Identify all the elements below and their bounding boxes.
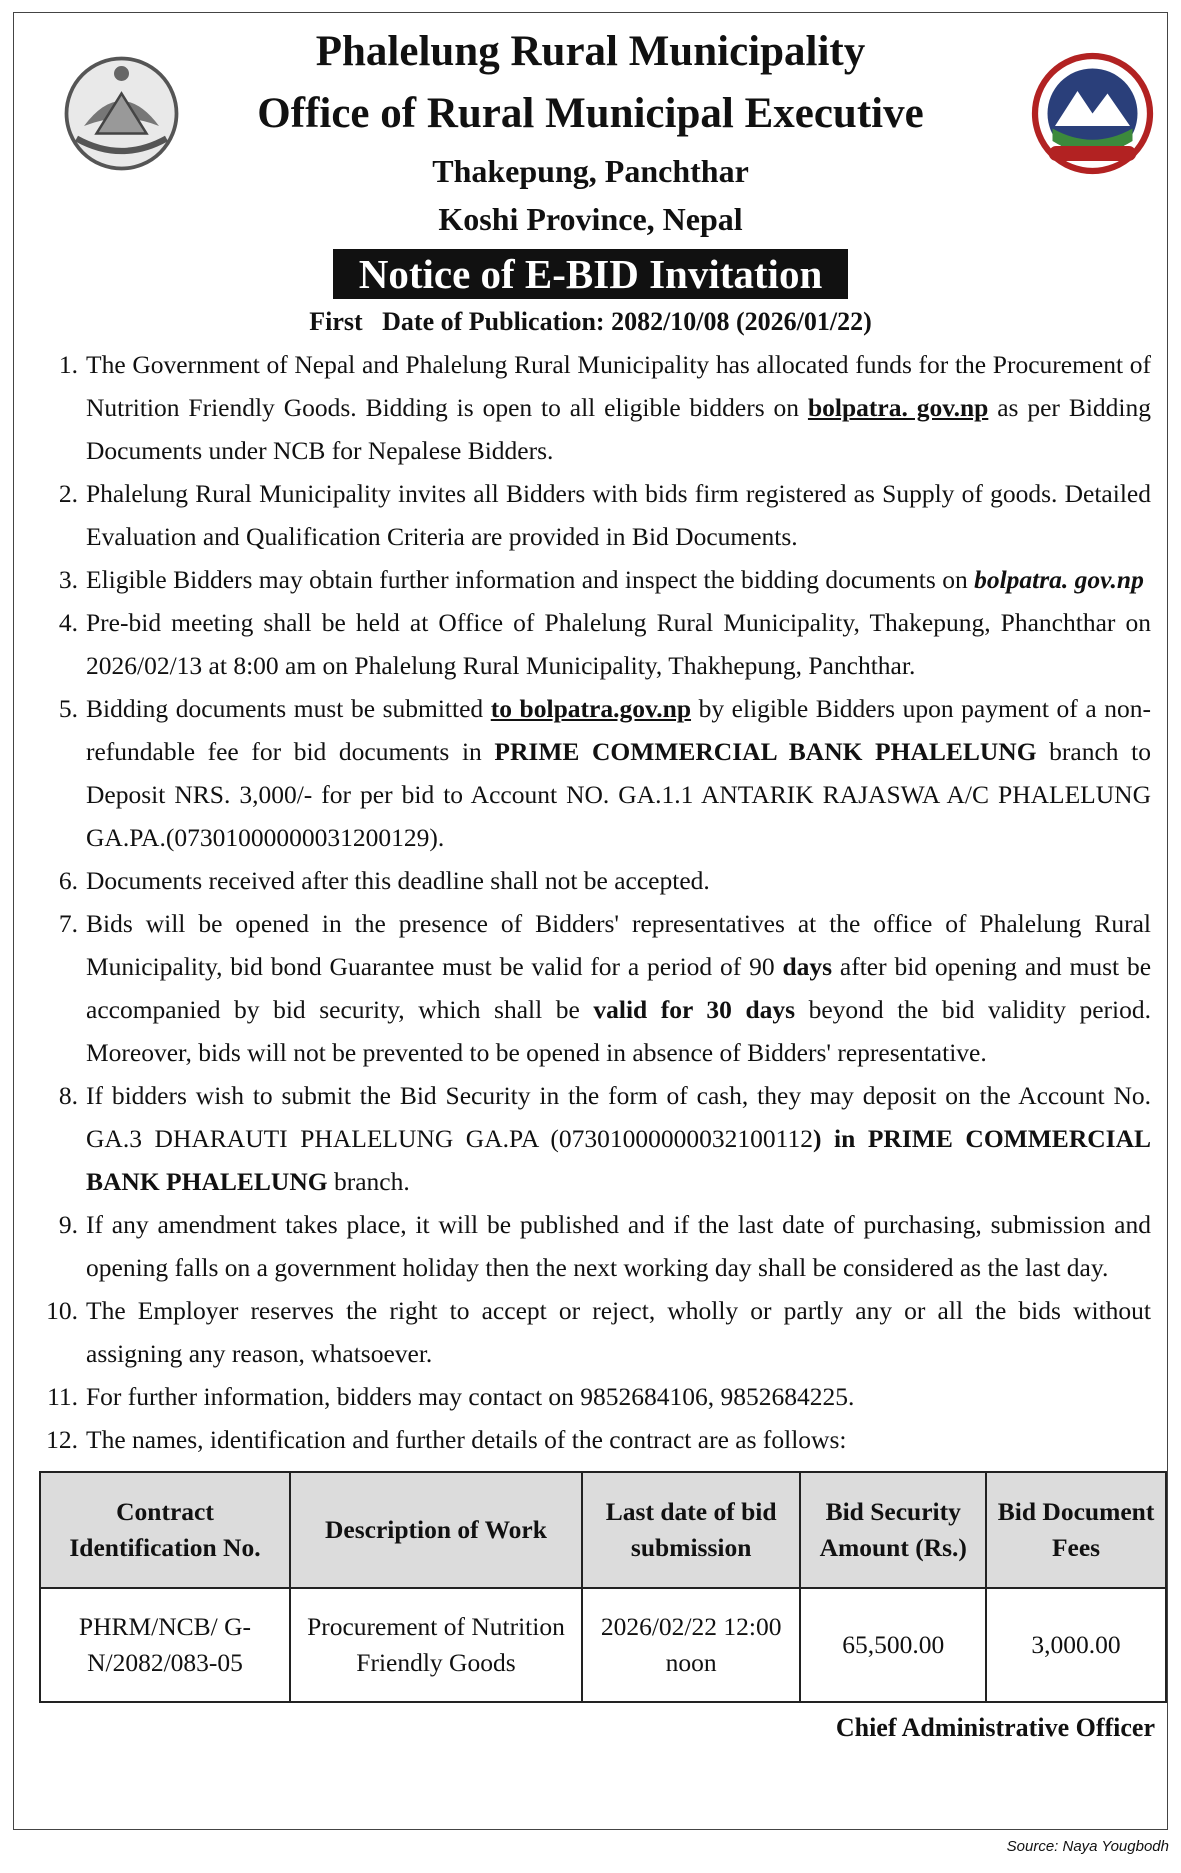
address-line-1: Thakepung, Panchthar [432,153,749,189]
item-text-segment: The Government of Nepal and Phalelung Rural Municipality has allocated funds for the Procurement of Nutrition Friendly Goods. Bidding is open to all eligible bidders on [86,350,1151,422]
municipality-name: Phalelung Rural Municipality [315,28,866,75]
list-item [34,1418,1151,1461]
table-header-cell: Bid Security Amount (Rs.) [800,1472,986,1588]
item-number: 3. [58,565,78,594]
item-text-segment: The Employer reserves the right to accept or reject, wholly or partly any or all the bids without assigning any reason, whatsoever. [86,1296,1151,1368]
item-text-segment: beyond the bid validity period. Moreover, bids will not be prevented to be opened in absence of Bidders' representative. [86,995,1151,1067]
item-text-segment: For further information, bidders may contact on 9852684106, 9852684225. [86,1382,855,1411]
item-text [86,859,1151,902]
list-item [34,1203,1151,1289]
notice-items [34,343,1151,1461]
item-number: 1. [58,350,78,379]
source-credit: Source: Naya Yougbodh [1006,1838,1169,1855]
item-number: 12. [46,1425,78,1454]
item-number: 6. [58,866,78,895]
item-text [86,1074,1151,1203]
list-item [34,558,1151,601]
item-number: 8. [58,1081,78,1110]
item-text [86,472,1151,558]
item-text-segment: PRIME COMMERCIAL BANK PHALELUNG [494,737,1037,766]
table-header-cell: Bid Document Fees [986,1472,1166,1588]
list-item [34,472,1151,558]
item-text [86,1289,1151,1375]
item-text-segment: valid for 30 days [593,995,796,1024]
notice-title: Notice of E-BID Invitation [333,249,849,299]
item-text-segment: to bolpatra.gov.np [490,694,692,723]
item-text-segment: by eligible Bidders upon payment of a non-refundable fee for bid documents in [86,694,1151,766]
list-item [34,687,1151,859]
item-number: 11. [47,1382,78,1411]
table-cell: 2026/02/22 12:00 noon [582,1588,800,1702]
item-number: 7. [58,909,78,938]
table-cell: 3,000.00 [986,1588,1166,1702]
item-number: 2. [58,479,78,508]
table-cell: Procurement of Nutrition Friendly Goods [290,1588,582,1702]
item-text-segment: bolpatra. gov.np [807,393,989,422]
list-item [34,1375,1151,1418]
municipality-logo-icon [1030,51,1155,176]
item-text-segment: after bid opening and must be accompanied by bid security, which shall be [86,952,1152,1024]
contract-table [39,1471,1167,1703]
item-number: 9. [58,1210,78,1239]
publication-date: First Date of Publication: 2082/10/08 (2026/01/22) [309,307,872,336]
item-text [86,343,1151,472]
list-item [34,343,1151,472]
item-text-segment: branch. [327,1167,410,1196]
table-header-cell: Last date of bid submission [582,1472,800,1588]
item-text [86,601,1151,687]
item-text-segment: If any amendment takes place, it will be published and if the last date of purchasing, submission and opening falls on a government holiday then the next working day shall be considered as the last day. [86,1210,1151,1282]
item-text-segment: The names, identification and further details of the contract are as follows: [86,1425,847,1454]
item-text-segment: days [782,952,833,981]
nepal-emblem-icon [59,51,184,176]
table-header-cell: Description of Work [290,1472,582,1588]
item-text-segment: Documents received after this deadline shall not be accepted. [86,866,710,895]
item-text-segment: ) in PRIME COMMERCIAL BANK PHALELUNG [86,1124,1151,1196]
table-header-cell: Contract Identification No. [40,1472,290,1588]
office-name: Office of Rural Municipal Executive [257,90,924,137]
item-text [86,558,1151,601]
item-text [86,687,1151,859]
item-number: 4. [58,608,78,637]
item-text [86,1375,1151,1418]
item-text-segment: If bidders wish to submit the Bid Security in the form of cash, they may deposit on the Account No. GA.3 DHARAUTI PHALELUNG GA.PA (07301000000032100112 [86,1081,1151,1153]
notice-header [14,23,1167,339]
table-row [40,1588,1166,1702]
address-line-2: Koshi Province, Nepal [438,201,743,237]
list-item [34,1074,1151,1203]
item-number: 5. [58,694,78,723]
list-item [34,1289,1151,1375]
item-text [86,1203,1151,1289]
list-item [34,601,1151,687]
item-text-segment: Phalelung Rural Municipality invites all Bidders with bids firm registered as Supply of goods. Detailed Evaluation and Qualification Criteria are provided in Bid Documents. [86,479,1151,551]
item-text-segment: branch to Deposit NRS. 3,000/- for per bid to Account NO. GA.1.1 ANTARIK RAJASWA A/C PHALELUNG GA.PA.(07301000000031200129). [86,737,1151,852]
item-text-segment: Bidding documents must be submitted [86,694,491,723]
table-cell: 65,500.00 [800,1588,986,1702]
signature: Chief Administrative Officer [835,1713,1155,1742]
item-text [86,1418,1151,1461]
list-item [34,859,1151,902]
item-text-segment: Eligible Bidders may obtain further information and inspect the bidding documents on [86,565,975,594]
list-item [34,902,1151,1074]
item-text-segment: as per Bidding Documents under NCB for Nepalese Bidders. [86,393,1152,465]
item-text-segment: bolpatra. gov.np [974,565,1144,594]
table-cell: PHRM/NCB/ G-N/2082/083-05 [40,1588,290,1702]
item-number: 10. [46,1296,78,1325]
item-text-segment: Pre-bid meeting shall be held at Office of Phalelung Rural Municipality, Thakepung, Phanchthar on 2026/02/13 at 8:00 am on Phalelung Rural Municipality, Thakhepung, Panchthar. [86,608,1151,680]
notice-page [13,12,1168,1830]
item-text-segment: Bids will be opened in the presence of Bidders' representatives at the office of Phalelung Rural Municipality, bid bond Guarantee must be valid for a period of 90 [86,909,1151,981]
item-text [86,902,1151,1074]
table-header-row [40,1472,1166,1588]
